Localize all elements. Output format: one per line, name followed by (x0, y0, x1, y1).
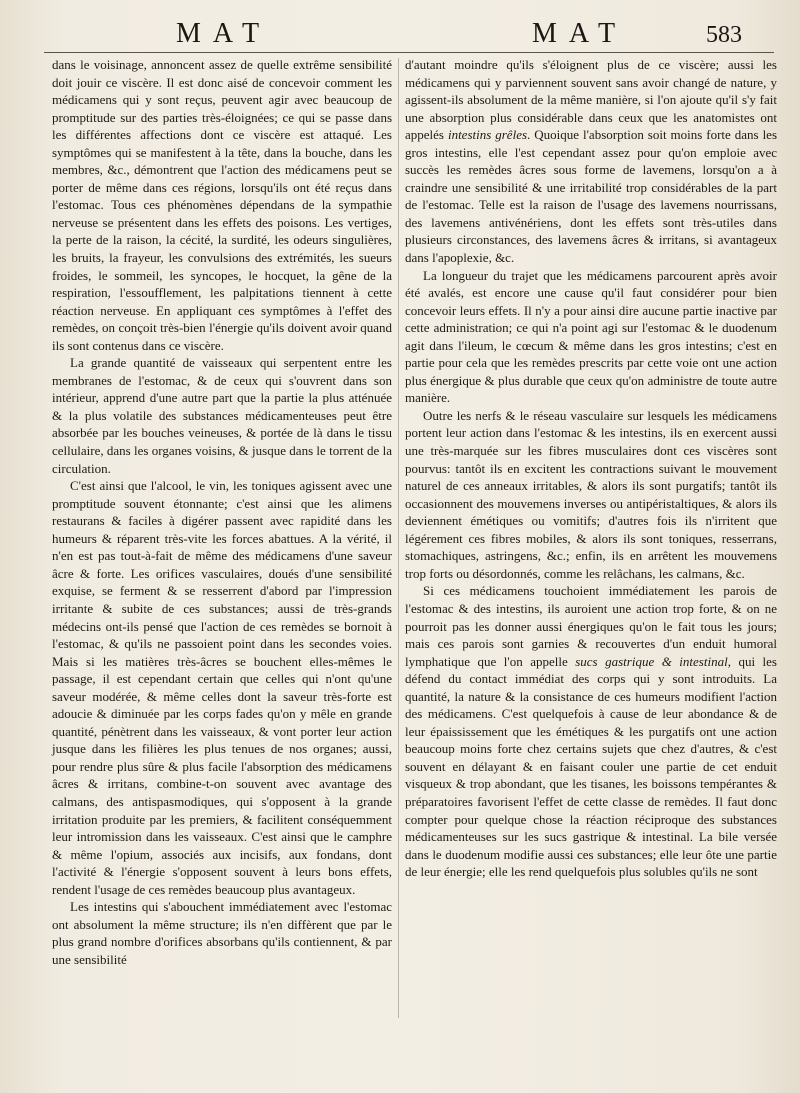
italic-term-intestins-greles: intestins grêles (447, 127, 528, 143)
right-paragraph-4 (405, 582, 777, 880)
left-paragraph-2: La grande quantité de vaisseaux qui serpentent entre les membranes de l'estomac, & de ceux qui s'ouvrent dans son intérieur, apprend d'une autre part que la partie la plus atténuée & la plus volatile des substances médicamenteuses peut être absorbée par les bouches veineuses, & portée de là dans le tissu cellulaire, dans les organes voisins, & jusque dans le torrent de la circulation. (52, 355, 392, 476)
right-paragraph-2: La longueur du trajet que les médicamens parcourent après avoir été avalés, est encore une cause qu'il faut considérer pour bien concevoir leurs effets. Il n'y a pour ainsi dire aucune partie inactive par cette administration; ce qui n'a point agi sur l'estomac & le duodenum agit dans l'ileum, le cœcum & même dans les gros intestins; c'est en partie pour cela que les remèdes prescrits par cette voie ont une action plus énergique & plus durable que ceux qu'on administre de toute autre manière. (405, 267, 777, 406)
right-paragraph-1 (405, 56, 777, 267)
running-head-left: MAT (176, 18, 272, 49)
right-paragraph-4-text-a: Si ces médicamens touchoient immédiatement les parois de l'estomac & des intestins, ils auroient une action trop forte, & on ne pourroit pas les donner aussi énergiques qu'on le fait tous les jours; mais ces parois sont garnies & recouvertes d'un enduit humoral lymphatique que l'on appelle (405, 583, 777, 669)
column-divider (398, 58, 399, 1018)
left-column (52, 56, 392, 968)
left-paragraph-4: Les intestins qui s'abouchent immédiatement avec l'estomac ont absolument la même structure; ils n'en diffèrent que par le plus grand nombre d'orifices absorbans qu'ils contiennent, & par une sensibilité (52, 899, 392, 967)
left-paragraph-1: dans le voisinage, annoncent assez de quelle extrême sensibilité doit jouir ce viscère. Il est donc aisé de concevoir comment les médicamens qui y sont reçus, peuvent agir avec beaucoup de promptitude sur des parties très-éloignées; ce qui se passe dans les différentes affections dont ce viscère est attaqué. Les symptômes qui se manifestent à la tête, dans la bouche, dans les membres, &c., démontrent que l'action des médicamens peut se porter de même dans ces régions, lorsqu'ils ont été reçus dans l'estomac. Tous ces phénomènes dépendans de la sympathie nerveuse se présentent dans les effets des poisons. Les vertiges, la perte de la raison, la cécité, la surdité, les odeurs singulières, les bruits, la frayeur, les convulsions des extrémités, les sueurs froides, le sommeil, les syncopes, le hocquet, la gêne de la respiration, l'essoufflement, les palpitations tiennent à cette réaction nerveuse. En appliquant ces symptômes à l'effet des remèdes, on conçoit très-bien l'énergie qu'ils doivent avoir quand ils sont contenus dans ce viscère. (52, 57, 392, 353)
header-rule (44, 52, 774, 53)
running-header (0, 18, 800, 50)
right-paragraph-3: Outre les nerfs & le réseau vasculaire sur lesquels les médicamens portent leur action dans l'estomac & les intestins, ils en exercent aussi une très-marquée sur les fibres musculaires dont ces viscères sont pourvus: tantôt ils en excitent les contractions suivant le mouvement naturel de ces anneaux irritables, & alors ils sont purgatifs; tantôt ils occasionnent des mouvemens inverses ou antipéristaltiques, & alors ils deviennent émétiques ou vomitifs; d'autres fois ils n'irritent que légérement ces fibres mobiles, & alors ils sont toniques, resserrans, stomachiques, astringens, &c.; enfin, ils en arrêtent les mouvemens trop forts ou désordonnés, comme les relâchans, les calmans, &c. (405, 407, 777, 581)
right-paragraph-4-text-b: , qui les défend du contact immédiat des corps qui y sont introduits. La quantité, la nature & la consistance de ces humeurs modifient l'action des médicamens. C'est quelquefois à cause de leur abondance & de leur épaississement que les émétiques & les purgatifs ont une action beaucoup moins forte chez certains sujets que chez d'autres, & c'est souvent en délayant & en faisant couler une partie de cet enduit visqueux & trop abondant, que les tisanes, les boissons tempérantes & préparatoires favorisent l'effet de cette classe de remèdes. Il faut donc compter pour quelque chose la réaction réciproque des substances médicamenteuses sur les sucs gastrique & intestinal. La bile versée dans le duodenum modifie aussi ces substances; elle leur ôte une partie de leur énergie; elle les rend quelquefois plus solubles qu'ils ne sont (405, 653, 777, 880)
left-paragraph-3: C'est ainsi que l'alcool, le vin, les toniques agissent avec une promptitude souvent étonnante; c'est ainsi que les alimens restaurans & faciles à digérer passent avec rapidité dans les humeurs & réparent très-vite les forces abattues. A la vérité, il n'en est pas tout-à-fait de même des médicamens d'une saveur âcre & forte. Les orifices vasculaires, doués d'une sensibilité exquise, se ferment & se resserrent d'abord par l'impression irritante & subite de ces substances; aussi de très-grands médecins ont-ils pensé que l'action de ces remèdes se bornoit à l'estomac, & qu'ils ne passoient point dans les secondes voies. Mais si les matières très-âcres se bouchent elles-mêmes le passage, il est cependant certain que celles qui n'ont qu'une saveur modérée, & même celles dont la saveur très-forte est adoucie & diminuée par les corps fades qu'on y mêle en grande quantité, pénètrent dans les vaisseaux, & vont porter leur action jusque dans les filières les plus tenues de nos organes; aussi, pour rendre plus sûre & plus facile l'absorption des médicamens âcres & irritans, combine-t-on souvent avec avantage des calmans, des antispasmodiques, qui s'opposent à la grande irritation produite par les premiers, & facilitent conséquemment leur intromission dans les vaisseaux. C'est ainsi que le camphre & même l'opium, associés aux incisifs, aux fondans, dont l'activité & l'énergie s'opposent souvent à leurs bons effets, rendent l'usage de ces remèdes beaucoup plus avantageux. (52, 478, 392, 897)
right-paragraph-1-text-a: d'autant moindre qu'ils s'éloignent plus de ce viscère; aussi les médicamens qui y parviennent souvent sans avoir changé de nature, y agissent-ils absolument de la même manière, si l'on ajoute qu'il s'y fait une absorption plus considérable dans ceux que les anatomistes ont appelés (405, 57, 777, 143)
page-number: 583 (706, 22, 742, 48)
right-paragraph-1-text-b: . Quoique l'absorption soit moins forte dans les gros intestins, elle l'est cependant assez pour qu'on emploie avec succès les remèdes âcres sous forme de lavemens, lorsqu'on a à craindre une sensibilité & une irritabilité trop considérables de la part de l'estomac. Telle est la raison de l'usage des lavemens nourrissans, des lavemens antivénériens, dont les effets sont très-utiles dans plusieurs circonstances, des lavemens âcres & irritans, si avantageux dans l'apoplexie, &c. (405, 127, 778, 266)
running-head-right: MAT (532, 18, 628, 49)
right-column (405, 56, 777, 881)
italic-term-sucs-gastrique: sucs gastrique & intestinal (575, 653, 728, 669)
